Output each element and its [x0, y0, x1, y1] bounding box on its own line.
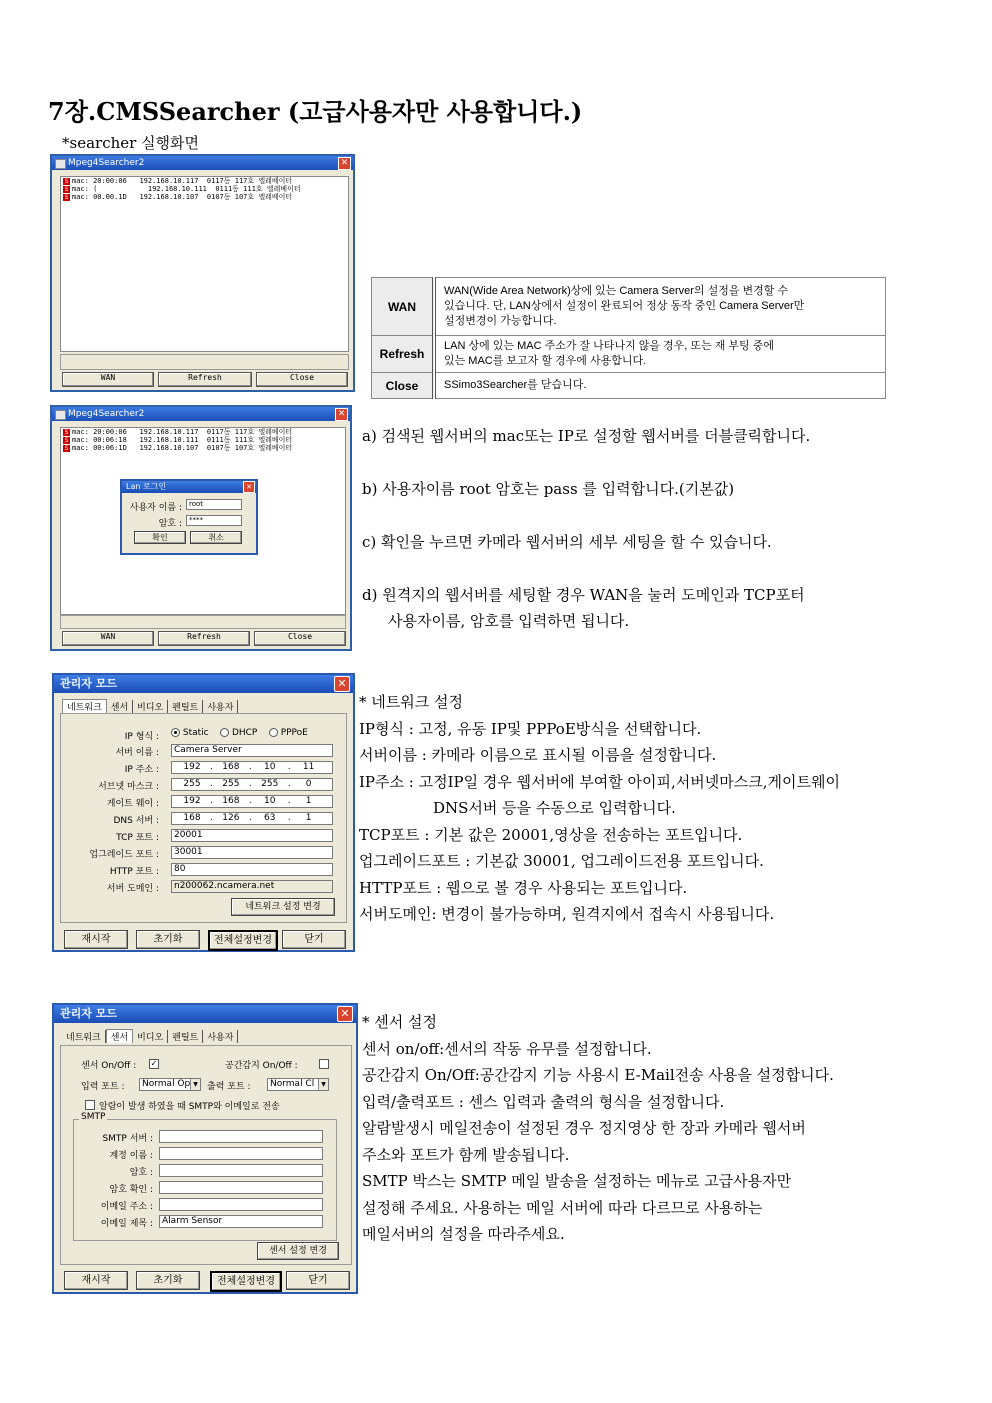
table-line: LAN 상에 있는 MAC 주소가 잘 나타나지 않을 경우, 또는 재 부팅 중에 [444, 340, 774, 352]
input-port-value: Normal Op [142, 1079, 191, 1089]
space-onoff-label: 공간감지 On/Off : [225, 1061, 298, 1071]
http-field[interactable]: 80 [171, 863, 333, 876]
code-text: 0111동 111호 엘레베이터 [206, 436, 293, 444]
upgrade-field[interactable]: 30001 [171, 846, 333, 859]
close-icon[interactable]: ✕ [243, 481, 255, 493]
user-label: 사용자 이름 : [129, 503, 182, 513]
output-port-label: 출력 포트 : [207, 1082, 251, 1092]
network-apply-button[interactable]: 네트워크 설정 변경 [231, 898, 335, 916]
email-subject-field[interactable]: Alarm Sensor [159, 1215, 323, 1228]
table-key: Refresh [372, 336, 435, 373]
smtp-server-field[interactable] [159, 1130, 323, 1143]
desc-line: 입력/출력포트 : 센스 입력과 출력의 형식을 설정합니다. [362, 1092, 725, 1111]
desc-line: 공간감지 On/Off:공간감지 기능 사용시 E-Mail전송 사용을 설정합니다. [362, 1066, 834, 1084]
tab-sensor[interactable]: 센서 [107, 700, 133, 713]
ip-octet: 168 [222, 762, 240, 772]
server-badge: S [64, 178, 69, 185]
table-line: 있는 MAC를 보고자 할 경우에 사용합니다. [444, 355, 647, 367]
table-row [372, 373, 886, 399]
tab-bar [62, 1029, 238, 1043]
close-icon[interactable]: ✕ [335, 408, 348, 421]
smtp-group-label: SMTP [81, 1112, 106, 1122]
ip-field[interactable]: 192 . 168 . 10 . 11 [171, 761, 333, 774]
ip-text: 192.168.10.111 [139, 436, 199, 444]
email-address-field[interactable] [159, 1198, 323, 1211]
table-value [434, 336, 886, 373]
ip-text: 192.168.10.111 [147, 185, 207, 193]
input-port-select[interactable] [139, 1078, 201, 1091]
username-field[interactable]: root [186, 499, 242, 510]
server-badge: S [64, 445, 69, 452]
dialog-close-button[interactable]: 닫기 [286, 1271, 350, 1290]
login-title: Lan 로그인 [126, 482, 167, 491]
server-list[interactable] [60, 176, 349, 352]
tab-bar [62, 699, 238, 713]
step-b: b) 사용자이름 root 암호는 pass 를 입력합니다.(기본값) [362, 480, 735, 498]
reset-button[interactable]: 초기화 [136, 930, 200, 949]
dialog-close-button[interactable]: 닫기 [282, 930, 346, 949]
gateway-octet: 1 [305, 796, 312, 806]
ok-button[interactable]: 확인 [134, 531, 186, 544]
password-label: 암호 : [158, 519, 182, 529]
server-name-field[interactable]: Camera Server [171, 744, 333, 757]
dhcp-radio[interactable] [220, 728, 229, 737]
reset-button[interactable]: 초기화 [136, 1271, 200, 1290]
tab-video[interactable]: 비디오 [133, 1030, 168, 1043]
desc-line: 메일서버의 설정을 따라주세요. [362, 1225, 565, 1243]
wan-button[interactable]: WAN [62, 372, 154, 387]
alarm-email-checkbox[interactable] [85, 1100, 95, 1110]
button-info-table [371, 277, 886, 399]
searcher-titlebar [52, 407, 350, 421]
code-text: 0117동 117호 엘레베이터 [206, 428, 293, 436]
desc-line: SMTP 박스는 SMTP 메일 발송을 설정하는 메뉴로 고급사용자만 [362, 1172, 792, 1190]
ip-octet: 192 [183, 762, 201, 772]
code-text: 0107동 107호 엘레베이터 [206, 193, 293, 201]
admin-title: 관리자 모드 [60, 1007, 117, 1020]
close-icon[interactable]: ✕ [334, 676, 350, 692]
server-name-label: 서버 이름 : [115, 748, 159, 758]
tab-user[interactable]: 사용자 [203, 700, 238, 713]
ip-text: 192.168.10.107 [139, 193, 199, 201]
login-titlebar [122, 481, 256, 493]
tab-network[interactable]: 네트워크 [62, 1030, 106, 1043]
pppoe-label: PPPoE [280, 728, 308, 738]
ip-type-radios [171, 728, 308, 738]
refresh-button[interactable]: Refresh [158, 372, 252, 387]
dns-octet: 126 [222, 813, 240, 823]
step-a: a) 검색된 웹서버의 mac또는 IP로 설정할 웹서버를 더블클릭합니다. [362, 427, 811, 445]
gateway-label: 게이트 웨이 : [106, 799, 159, 809]
list-item[interactable] [61, 177, 348, 185]
app-icon [55, 159, 66, 169]
pppoe-radio[interactable] [269, 728, 278, 737]
dns-octet: 168 [183, 813, 201, 823]
input-port-label: 입력 포트 : [81, 1082, 125, 1092]
desc-line: 서버도메인: 변경이 불가능하며, 원격지에서 접속시 사용됩니다. [359, 905, 775, 923]
tab-pantilt[interactable]: 펜틸트 [168, 700, 203, 713]
dns-label: DNS 서버 : [113, 816, 159, 826]
mac-text: mac: ( [72, 185, 98, 193]
mac-text: mac: 00:06:1D [72, 444, 127, 452]
desc-line: 주소와 포트가 함께 발송됩니다. [362, 1145, 570, 1164]
searcher-titlebar [52, 156, 353, 170]
sensor-onoff-label: 센서 On/Off : [81, 1061, 137, 1071]
admin-titlebar [54, 1005, 356, 1023]
app-icon [55, 410, 66, 420]
alarm-email-label: 알람이 발생 하였을 때 SMTP와 이메일로 전송 [99, 1102, 280, 1112]
smtp-server-label: SMTP 서버 : [102, 1134, 153, 1144]
searcher-title: Mpeg4Searcher2 [68, 158, 145, 168]
tcp-field[interactable]: 20001 [171, 829, 333, 842]
desc-line: 알람발생시 메일전송이 설정된 경우 정지영상 한 장과 카메라 웹서버 [362, 1119, 806, 1137]
password-confirm-label: 암호 확인 : [109, 1185, 153, 1195]
network-description [359, 689, 840, 928]
subnet-octet: 255 [222, 779, 240, 789]
table-value [434, 373, 886, 399]
chevron-down-icon: ▼ [190, 1079, 200, 1090]
password-confirm-field[interactable] [159, 1181, 323, 1194]
ip-label: IP 주소 : [124, 765, 159, 775]
http-label: HTTP 포트 : [109, 867, 159, 877]
subheading: *searcher 실행화면 [62, 134, 200, 152]
tab-sensor[interactable]: 센서 [106, 1029, 133, 1043]
table-row [372, 278, 886, 336]
gateway-octet: 10 [264, 796, 276, 806]
mac-text: mac: 00.00.1D [72, 193, 127, 201]
email-subject-label: 이메일 제목 : [100, 1219, 153, 1229]
tab-user[interactable]: 사용자 [203, 1030, 238, 1043]
subnet-octet: 0 [305, 779, 312, 789]
step-c: c) 확인을 누르면 카메라 웹서버의 세부 세팅을 할 수 있습니다. [362, 533, 772, 551]
table-line: 설정변경이 가능합니다. [444, 315, 557, 327]
cancel-button[interactable]: 취소 [190, 531, 242, 544]
subnet-field[interactable]: 255 . 255 . 255 . 0 [171, 778, 333, 791]
ip-octet: 10 [264, 762, 276, 772]
restart-button[interactable]: 재시작 [64, 1271, 128, 1290]
code-text: 0117동 117호 엘레베이터 [206, 177, 293, 185]
mac-text: mac: 00:06:18 [72, 436, 127, 444]
table-row [372, 336, 886, 373]
upgrade-label: 업그레이드 포트 : [89, 850, 159, 860]
close-icon[interactable]: ✕ [338, 157, 351, 170]
static-label: Static [182, 728, 209, 738]
ip-text: 192.168.10.117 [139, 177, 199, 185]
refresh-button[interactable]: Refresh [158, 631, 250, 646]
desc-line: * 센서 설정 [362, 1013, 437, 1031]
code-text: 0107동 107호 엘레베이터 [206, 444, 293, 452]
table-key: Close [372, 373, 435, 399]
server-badge: S [64, 437, 69, 444]
domain-label: 서버 도메인 : [106, 884, 159, 894]
table-line: 있습니다. 단, LAN상에서 설정이 완료되어 정상 동작 중인 Camera Server만 [444, 300, 805, 312]
ip-octet: 11 [302, 762, 315, 772]
status-bar [60, 615, 346, 629]
close-icon[interactable]: ✕ [337, 1006, 353, 1022]
desc-line: IP주소 : 고정IP일 경우 웹서버에 부여할 아이피,서버넷마스크,게이트웨이 [359, 772, 840, 791]
server-badge: S [64, 429, 69, 436]
list-item[interactable] [61, 436, 345, 444]
desc-line: 설정해 주세요. 사용하는 메일 서버에 따라 다르므로 사용하는 [362, 1198, 763, 1217]
table-key: WAN [372, 278, 435, 336]
admin-sensor-dialog [52, 1003, 358, 1294]
space-onoff-checkbox[interactable] [319, 1059, 329, 1069]
subnet-label: 서브넷 마스크 : [98, 782, 159, 792]
step-d: d) 원격지의 웹서버를 세팅할 경우 WAN을 눌러 도메인과 TCP포터 [362, 586, 805, 604]
lan-login-dialog [120, 479, 258, 555]
step-d-continued: 사용자이름, 암호를 입력하면 됩니다. [388, 612, 630, 630]
dns-octet: 1 [305, 813, 312, 823]
account-field[interactable] [159, 1147, 323, 1160]
gateway-octet: 192 [183, 796, 201, 806]
ip-text: 192.168.10.107 [139, 444, 199, 452]
desc-line: * 네트워크 설정 [359, 693, 463, 711]
sensor-apply-button[interactable]: 센서 설정 변경 [257, 1242, 339, 1260]
mac-text: mac: 20:00:06 [72, 428, 127, 436]
ip-type-label: IP 형식 : [124, 732, 159, 742]
tab-network[interactable]: 네트워크 [62, 699, 107, 713]
dns-octet: 63 [264, 813, 276, 823]
mac-text: mac: 20:00:06 [72, 177, 127, 185]
table-value [434, 278, 886, 336]
email-address-label: 이메일 주소 : [100, 1202, 153, 1212]
table-line: SSimo3Searcher를 닫습니다. [444, 379, 587, 391]
page-heading: 7장.CMSSearcher (고급사용자만 사용합니다.) [48, 97, 583, 126]
searcher-window [50, 154, 355, 392]
ip-text: 192.168.10.117 [139, 428, 199, 436]
desc-line: DNS서버 등을 수동으로 입력합니다. [433, 799, 676, 817]
close-button[interactable]: Close [254, 631, 346, 646]
desc-line: 서버이름 : 카메라 이름으로 표시될 이름을 설정합니다. [359, 746, 717, 764]
desc-line: 센서 on/off:센서의 작동 유무를 설정합니다. [362, 1039, 652, 1058]
server-badge: S [64, 186, 69, 193]
smtp-password-field[interactable] [159, 1164, 323, 1177]
dns-field[interactable]: 168 . 126 . 63 . 1 [171, 812, 333, 825]
gateway-field[interactable]: 192 . 168 . 10 . 1 [171, 795, 333, 808]
subnet-octet: 255 [261, 779, 279, 789]
restart-button[interactable]: 재시작 [64, 930, 128, 949]
password-field[interactable]: **** [186, 515, 242, 526]
smtp-password-label: 암호 : [129, 1168, 153, 1178]
list-item[interactable] [61, 428, 345, 436]
desc-line: HTTP포트 : 웹으로 볼 경우 사용되는 포트입니다. [359, 878, 688, 897]
list-item[interactable] [61, 185, 348, 193]
list-item[interactable] [61, 444, 345, 452]
desc-line: TCP포트 : 기본 값은 20001,영상을 전송하는 포트입니다. [359, 825, 743, 844]
searcher-login-window [50, 405, 352, 651]
searcher-title: Mpeg4Searcher2 [68, 409, 145, 419]
output-port-value: Normal Cl [270, 1079, 315, 1089]
sensor-onoff-checkbox[interactable]: ✓ [150, 1059, 158, 1068]
tab-video[interactable]: 비디오 [133, 700, 168, 713]
code-text: 0111동 111호 엘레베이터 [215, 185, 301, 193]
gateway-octet: 168 [222, 796, 240, 806]
tcp-label: TCP 포트 : [116, 833, 159, 843]
output-port-select[interactable] [267, 1078, 329, 1091]
sensor-description [362, 1009, 834, 1248]
status-bar [60, 354, 349, 370]
wan-button[interactable]: WAN [62, 631, 154, 646]
table-line: WAN(Wide Area Network)상에 있는 Camera Server의 설정을 변경할 수 [444, 285, 789, 297]
list-item[interactable] [61, 193, 348, 201]
account-label: 계정 이름 : [109, 1151, 153, 1161]
close-button[interactable]: Close [256, 372, 348, 387]
desc-line: 업그레이드포트 : 기본값 30001, 업그레이드전용 포트입니다. [359, 852, 764, 870]
server-badge: S [64, 194, 69, 201]
subnet-octet: 255 [183, 779, 201, 789]
network-panel [60, 713, 347, 923]
tab-pantilt[interactable]: 펜틸트 [168, 1030, 203, 1043]
dhcp-label: DHCP [231, 728, 258, 738]
static-radio[interactable] [171, 728, 180, 737]
sensor-panel [60, 1045, 352, 1265]
apply-all-button[interactable]: 전체설정변경 [208, 930, 278, 951]
apply-all-button[interactable]: 전체설정변경 [210, 1271, 282, 1292]
admin-titlebar [54, 675, 353, 693]
admin-title: 관리자 모드 [60, 677, 117, 690]
desc-line: IP형식 : 고정, 유동 IP및 PPPoE방식을 선택합니다. [359, 719, 702, 738]
chevron-down-icon: ▼ [318, 1079, 328, 1090]
domain-field: n200062.ncamera.net [171, 880, 333, 893]
admin-network-dialog [52, 673, 355, 952]
